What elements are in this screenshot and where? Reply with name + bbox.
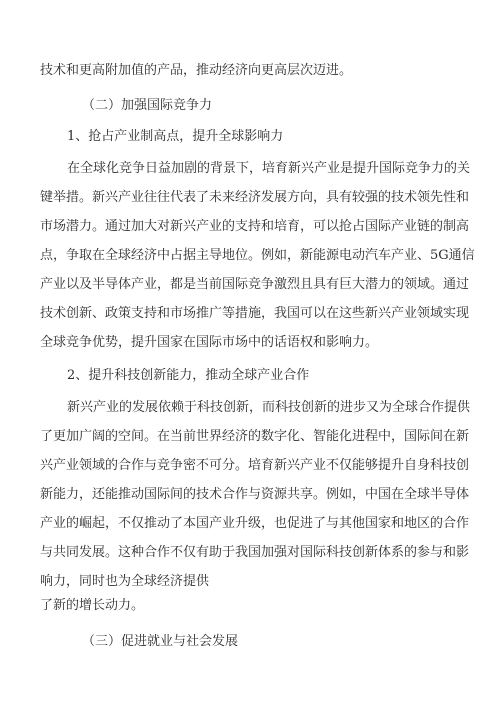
paragraph-line: 新能力，还能推动国际间的技术合作与资源共享。例如，中国在全球半导体 — [40, 487, 470, 502]
section-heading: （二）加强国际竞争力 — [82, 98, 213, 113]
paragraph-line: 响力，同时也为全球经济提供 — [40, 574, 210, 589]
paragraph-line: 与共同发展。这种合作不仅有助于我国加强对国际科技创新体系的参与和影 — [40, 545, 470, 560]
paragraph-line: 点，争取在全球经济中占据主导地位。例如，新能源电动汽车产业、5G通信 — [40, 248, 475, 263]
paragraph-line: 全球竞争优势，提升国家在国际市场中的话语权和影响力。 — [40, 335, 379, 350]
subsection-heading: 2、提升科技创新能力，推动全球产业合作 — [67, 368, 310, 383]
paragraph-line: 技术和更高附加值的产品，推动经济向更高层次迈进。 — [40, 63, 353, 78]
paragraph-line: 新兴产业的发展依赖于科技创新，而科技创新的进步又为全球合作提供 — [67, 400, 471, 415]
paragraph-line: 产业的崛起，不仅推动了本国产业升级，也促进了与其他国家和地区的合作 — [40, 516, 470, 531]
paragraph-line: 了新的增长动力。 — [40, 598, 145, 613]
subsection-heading: 1、抢占产业制高点，提升全球影响力 — [67, 129, 284, 144]
paragraph-line: 了更加广阔的空间。在当前世界经济的数字化、智能化进程中，国际间在新 — [40, 429, 470, 444]
paragraph-line: 在全球化竞争日益加剧的背景下，培育新兴产业是提升国际竞争力的关 — [67, 161, 471, 176]
paragraph-line: 市场潜力。通过加大对新兴产业的支持和培育，可以抢占国际产业链的制高 — [40, 219, 470, 234]
paragraph-line: 键举措。新兴产业往往代表了未来经济发展方向，具有较强的技术领先性和 — [40, 190, 470, 205]
paragraph-line: 技术创新、政策支持和市场推广等措施，我国可以在这些新兴产业领域实现 — [40, 306, 470, 321]
section-heading: （三）促进就业与社会发展 — [82, 634, 239, 649]
paragraph-line: 兴产业领域的合作与竞争密不可分。培育新兴产业不仅能够提升自身科技创 — [40, 458, 470, 473]
paragraph-line: 产业以及半导体产业，都是当前国际竞争激烈且具有巨大潜力的领域。通过 — [40, 277, 470, 292]
